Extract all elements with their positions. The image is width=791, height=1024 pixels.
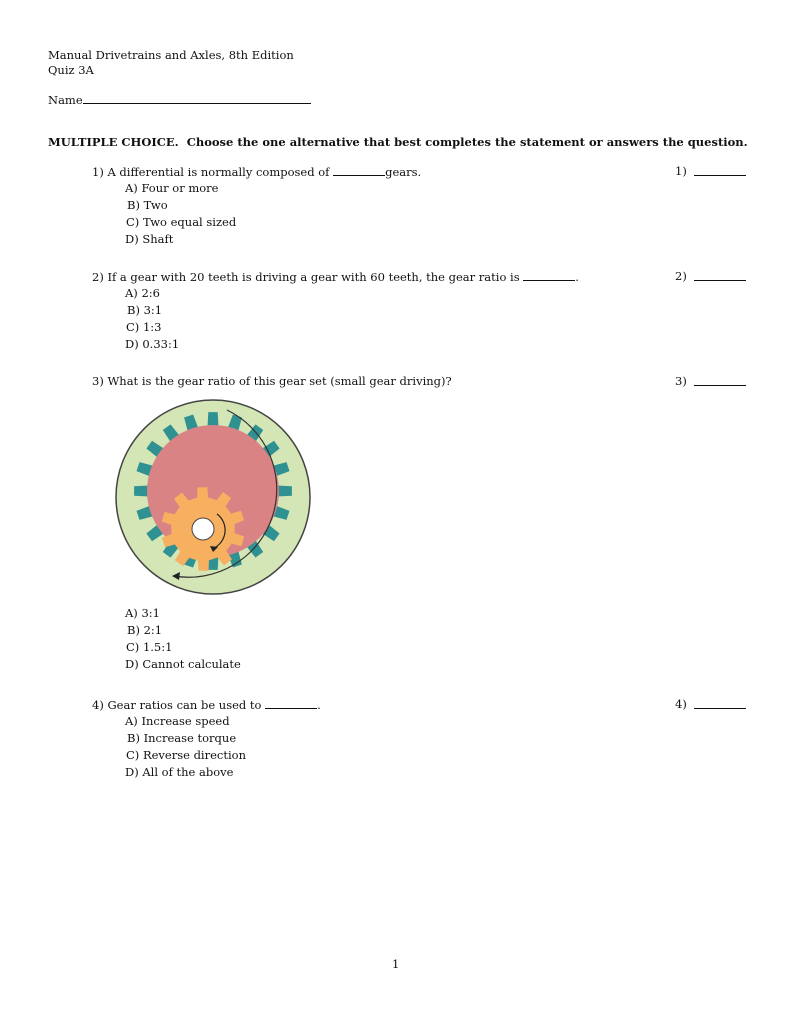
pinion-hub: [192, 518, 214, 540]
quiz-title: Quiz 3A: [48, 63, 94, 77]
section-label: MULTIPLE CHOICE.: [48, 135, 179, 149]
question-text-end: gears.: [385, 165, 422, 179]
question-number: 4): [92, 698, 104, 712]
instructions: [48, 135, 748, 149]
instructions-text: Choose the one alternative that best completes the statement or answers the question.: [186, 135, 748, 149]
option-1-c[interactable]: C) Two equal sized: [126, 215, 237, 229]
answer-label: 4): [675, 697, 687, 711]
answer-label: 1): [675, 164, 687, 178]
question-4: [92, 697, 321, 712]
fill-blank: [523, 269, 575, 281]
fill-blank: [265, 697, 317, 709]
option-2-c[interactable]: C) 1:3: [126, 320, 162, 334]
option-2-a[interactable]: A) 2:6: [125, 286, 160, 300]
option-1-b[interactable]: B) Two: [127, 198, 168, 212]
question-text: If a gear with 20 teeth is driving a gear with 60 teeth, the gear ratio is: [107, 270, 520, 284]
page-number: 1: [392, 957, 400, 971]
question-1: [92, 164, 421, 179]
question-text-end: .: [575, 270, 579, 284]
option-4-d[interactable]: D) All of the above: [125, 765, 234, 779]
course-title: Manual Drivetrains and Axles, 8th Edition: [48, 48, 294, 62]
option-2-d[interactable]: D) 0.33:1: [125, 337, 180, 351]
name-field[interactable]: [48, 92, 311, 107]
question-2: [92, 269, 579, 284]
option-4-c[interactable]: C) Reverse direction: [126, 748, 246, 762]
answer-blank-1[interactable]: [694, 175, 746, 176]
answer-blank-2[interactable]: [694, 280, 746, 281]
option-3-c[interactable]: C) 1.5:1: [126, 640, 173, 654]
gear-set-figure: [112, 396, 316, 600]
answer-label: 3): [675, 374, 687, 388]
question-text: What is the gear ratio of this gear set (small gear driving)?: [107, 374, 452, 388]
question-number: 3): [92, 374, 104, 388]
option-3-a[interactable]: A) 3:1: [125, 606, 160, 620]
option-4-b[interactable]: B) Increase torque: [127, 731, 237, 745]
option-3-d[interactable]: D) Cannot calculate: [125, 657, 241, 671]
question-number: 1): [92, 165, 104, 179]
question-text: Gear ratios can be used to: [107, 698, 262, 712]
question-text-end: .: [317, 698, 321, 712]
name-label: Name: [48, 93, 83, 107]
fill-blank: [333, 164, 385, 176]
answer-blank-4[interactable]: [694, 708, 746, 709]
answer-label: 2): [675, 269, 687, 283]
question-number: 2): [92, 270, 104, 284]
option-1-d[interactable]: D) Shaft: [125, 232, 174, 246]
option-2-b[interactable]: B) 3:1: [127, 303, 163, 317]
answer-blank-3[interactable]: [694, 385, 746, 386]
question-3: [92, 374, 452, 388]
option-3-b[interactable]: B) 2:1: [127, 623, 163, 637]
option-1-a[interactable]: A) Four or more: [125, 181, 219, 195]
question-text: A differential is normally composed of: [107, 165, 330, 179]
option-4-a[interactable]: A) Increase speed: [125, 714, 230, 728]
